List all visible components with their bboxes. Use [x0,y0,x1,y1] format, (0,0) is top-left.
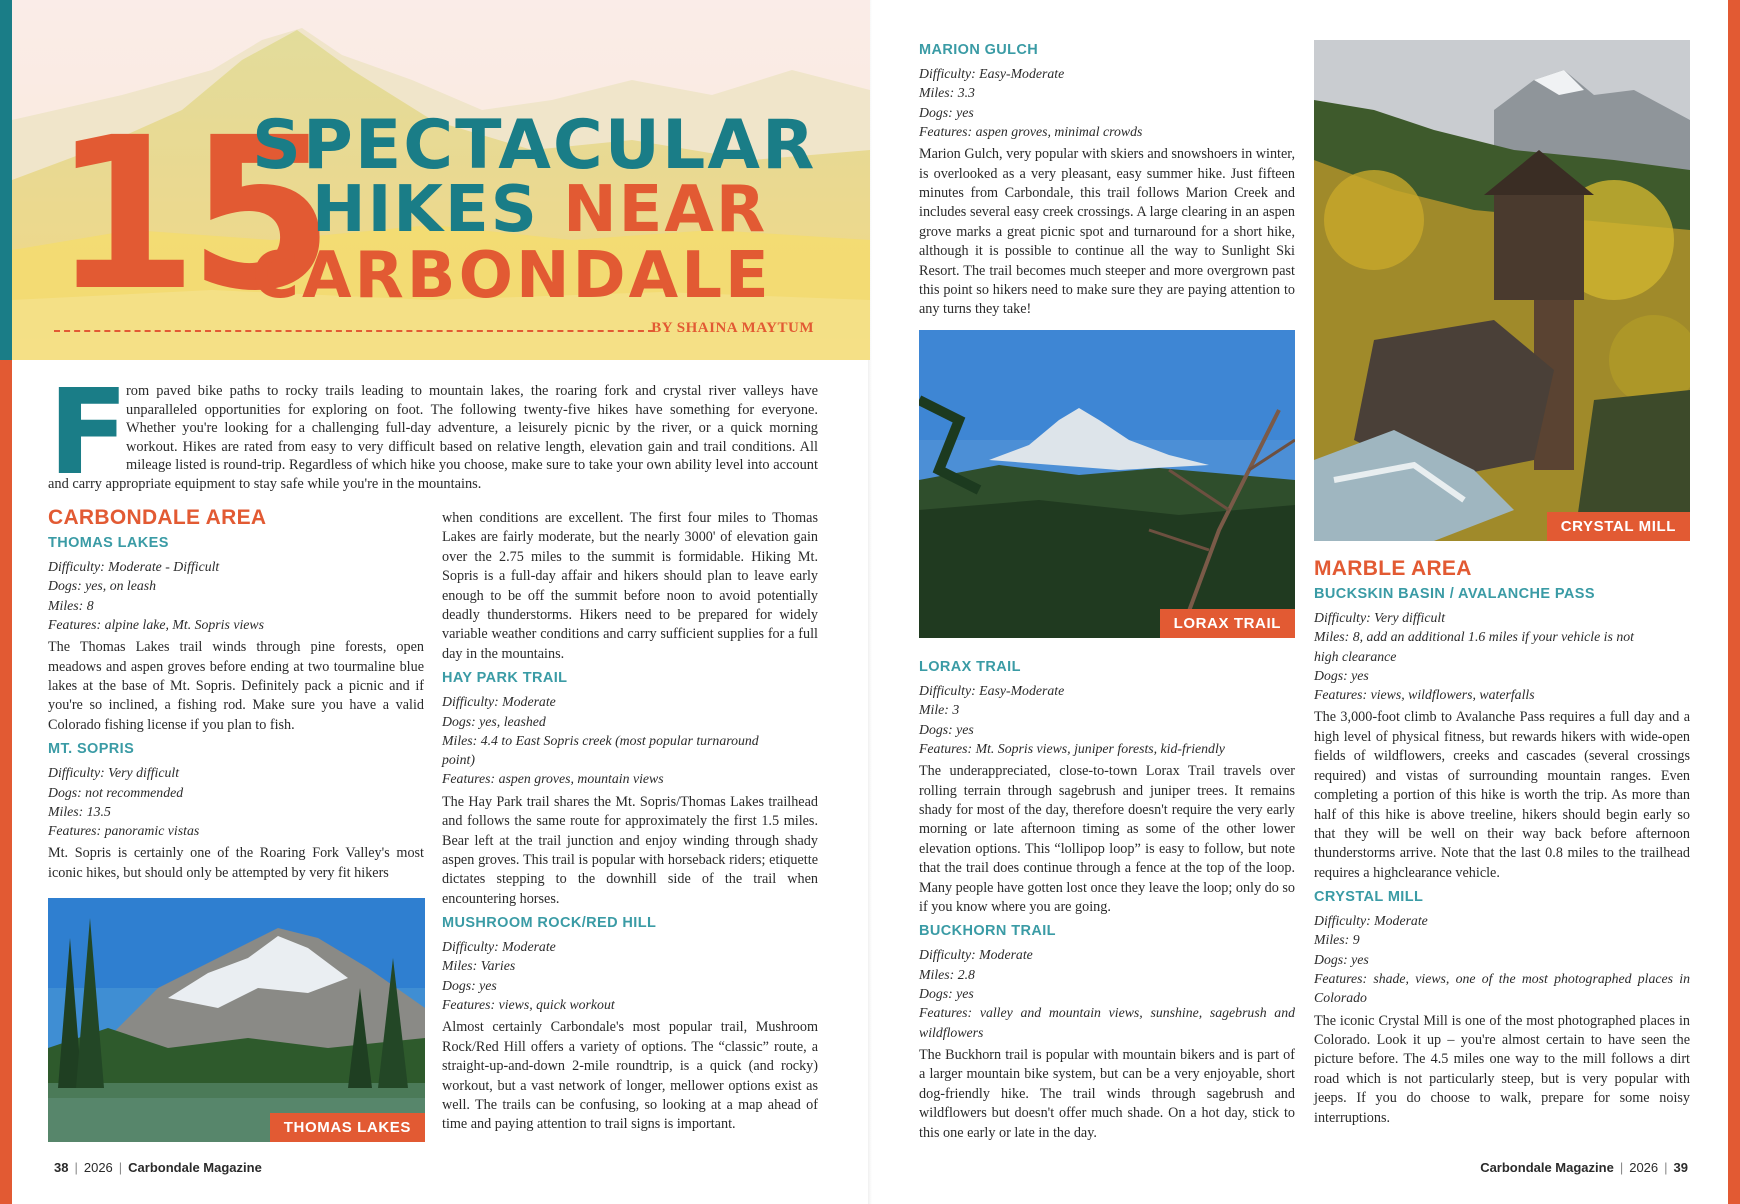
column-3 [919,38,1295,324]
lorax-trail-illustration [919,330,1295,638]
buckskin-difficulty: Difficulty: Very difficult [1314,610,1446,625]
crystal-miles: Miles: 9 [1314,932,1360,948]
hay-dogs: Dogs: yes, leashed [442,713,546,729]
column-3-lower [919,655,1295,1147]
buckhorn-heading: BUCKHORN TRAIL [919,923,1056,940]
marion-miles: Miles: 3.3 [919,85,975,101]
mushroom-features: Features: views, quick workout [442,997,615,1013]
byline-dashed-rule [54,330,654,332]
crystal-body: The iconic Crystal Mill is one of the most photographed places in Colorado. Look it up – you're almost certain to have seen the picture before. The 4.5 miles one way to the mill follows a dirt road which is not particularly steep, but is very popular with jeeps. If you do choose to walk, prepare for some noisy interruptions. [1314,1012,1690,1126]
sopris-miles: Miles: 13.5 [48,803,111,819]
lorax-dogs: Dogs: yes [919,721,974,737]
hay-body: The Hay Park trail shares the Mt. Sopris/Thomas Lakes trailhead and follows the same route for approximately the first 1.5 miles. Bear left at the trail junction and enjoy winding through shady aspen groves. This trail is popular with horseback riders; etiquette dictates stepping to the downhill side of the trail when encountering horses. [442,793,818,907]
buckskin-features: Features: views, wildflowers, waterfalls [1314,687,1535,703]
mushroom-dogs: Dogs: yes [442,977,497,993]
mt-sopris-heading: MT. SOPRIS [48,741,135,758]
intro-paragraph [48,363,818,501]
carbondale-area-heading: CARBONDALE AREA [48,506,267,529]
left-footer: 38 | 2026 | Carbondale Magazine [54,1160,262,1175]
crystal-mill-heading: CRYSTAL MILL [1314,889,1424,906]
crystal-difficulty: Difficulty: Moderate [1314,913,1428,929]
lorax-difficulty: Difficulty: Easy-Moderate [919,683,1065,698]
drop-cap: F [48,363,129,501]
thomas-dogs: Dogs: yes, on leash [48,578,157,594]
title-line-3: CARBONDALE [252,239,772,313]
crystal-mill-illustration [1314,40,1690,541]
hay-difficulty: Difficulty: Moderate [442,694,556,710]
buckhorn-miles: Miles: 2.8 [919,966,975,982]
thomas-body: The Thomas Lakes trail winds through pine forests, open meadows and aspen groves before ending at two tourmaline blue lakes at the base of Mt. Sopris. Definitely pack a picnic and if you're so inclined, a fishing rod. Make sure you have a valid Colorado fishing license if you plan to fish. [48,639,424,733]
buckhorn-dogs: Dogs: yes [919,986,974,1002]
orange-edge-bar-left [0,360,12,1204]
orange-edge-bar-right [1728,0,1740,1204]
lorax-miles: Mile: 3 [919,702,960,718]
sopris-body-continued: when conditions are excellent. The first four miles to Thomas Lakes are fairly moderate, but the nearly 3000' of elevation gain over the 2.75 miles to the summit is formidable. Hiking Mt. Sopris is a full-day affair and hikers should plan to leave early enough to be off the summit before noon to avoid potentially deadly thunderstorms. Hikers need to be prepared for widely variable weather conditions and carry sufficient supplies for a full day in the mountains. [442,510,818,662]
right-magazine-name: Carbondale Magazine [1480,1160,1614,1175]
marion-body: Marion Gulch, very popular with skiers and snowshoers in winter, is overlooked as a very pleasant, easy summer hike. Just fifteen minutes from Carbondale, this trail follows Marion Creek and includes several easy creek crossings. A large clearing in an aspen grove marks a great picnic spot and turnaround for a short hike, although it is possible to continue all the way to Sunlight Ski Resort. The trail becomes much steeper and more overgrown past this point so hikers need to make sure they are paying attention to any turns they take! [919,146,1295,318]
sopris-body: Mt. Sopris is certainly one of the Roaring Fork Valley's most iconic hikes, but should only be attempted by very fit hikers [48,845,424,881]
right-year: 2026 [1629,1160,1659,1175]
sopris-features: Features: panoramic vistas [48,823,200,839]
sopris-difficulty: Difficulty: Very difficult [48,765,180,781]
mushroom-rock-heading: MUSHROOM ROCK/RED HILL [442,915,657,932]
marble-area-heading: MARBLE AREA [1314,557,1472,580]
title-line-1: SPECTACULAR [252,106,817,185]
buckhorn-difficulty: Difficulty: Moderate [919,947,1033,963]
title-line-2 [312,173,768,247]
lorax-body: The underappreciated, close-to-town Lorax Trail travels over rolling terrain through sagebrush and juniper trees. It remains shady for most of the day, therefore doesn't require the very early morning or late afternoon timing as some of the other lower elevation options. This “lollipop loop” is easy to follow, but note that the trail does continue through a fence at the top of the loop. Many people have gotten lost once they leave the loop; only do so if you know where you are going. [919,763,1295,916]
column-1 [48,505,424,887]
column-2 [442,509,818,1139]
byline: BY SHAINA MAYTUM [651,320,814,336]
intro-text: rom paved bike paths to rocky trails leading to mountain lakes, the roaring fork and crystal river valleys have unparalleled opportunities for exploring on foot. The following twenty-five hikes have something for everyone. Whether you're looking for a challenging full-day adventure, a leisurely picnic by the river, or a quick morning workout. Hikes are rated from easy to very difficult based on relative length, elevation gain and trail conditions. All mileage listed is round-trip. Regardless of which hike you choose, make sure to take your own ability level into account and carry appropriate equipment to stay safe while you're in the mountains. [48,383,818,492]
lorax-trail-heading: LORAX TRAIL [919,659,1021,675]
teal-edge-bar [0,0,12,360]
hay-park-heading: HAY PARK TRAIL [442,670,568,687]
left-magazine-name: Carbondale Magazine [128,1160,262,1175]
left-year: 2026 [83,1160,113,1175]
crystal-features: Features: shade, views, one of the most photographed places in Colorado [1314,971,1690,1006]
marion-gulch-heading: MARION GULCH [919,42,1039,58]
dropcap-space [48,382,126,474]
thomas-lakes-label: THOMAS LAKES [270,1113,425,1142]
left-page-number: 38 [54,1160,69,1175]
buckhorn-body: The Buckhorn trail is popular with mountain bikers and is part of a larger mountain bike system, but can be a very enjoyable, short dog-friendly hike. The trail winds through sagebrush and wildflowers but doesn't offer much shade. On a hot day, stick to this one early or late in the day. [919,1046,1295,1141]
title-word-hikes: HIKES [312,173,539,247]
buckskin-miles: Miles: 8, add an additional 1.6 miles if your vehicle is not high clearance [1314,629,1634,664]
column-4 [1314,556,1690,1132]
mushroom-difficulty: Difficulty: Moderate [442,939,556,955]
crystal-dogs: Dogs: yes [1314,951,1369,967]
marion-features: Features: aspen groves, minimal crowds [919,123,1143,139]
marion-dogs: Dogs: yes [919,104,974,120]
thomas-lakes-photo [48,898,425,1142]
title-word-near: NEAR [563,173,768,247]
right-footer: Carbondale Magazine | 2026 | 39 [1480,1160,1688,1175]
thomas-difficulty: Difficulty: Moderate - Difficult [48,559,220,574]
title-number: 15 [52,92,325,337]
thomas-lakes-illustration [48,898,425,1142]
header-banner [12,0,870,360]
thomas-miles: Miles: 8 [48,597,94,613]
buckskin-body: The 3,000-foot climb to Avalanche Pass requires a full day and a high level of physical fitness, but rewards hikers with wide-open fields of wildflowers, creeks and cascades (several crossings required) and vistas of surrounding mountain ranges. Even completing a portion of this hike is worth the trip. As more than half of this hike is above treeline, hikers should begin early so that they will be well on their way back before afternoon thunderstorms arrive. Note that the last 0.8 miles to the trailhead requires a highclearance vehicle. [1314,709,1690,881]
lorax-trail-label: LORAX TRAIL [1160,609,1295,638]
buckhorn-features: Features: valley and mountain views, sunshine, sagebrush and wildflowers [919,1005,1295,1040]
crystal-mill-photo [1314,40,1690,541]
crystal-mill-label: CRYSTAL MILL [1547,512,1690,541]
lorax-trail-photo [919,330,1295,638]
hay-miles: Miles: 4.4 to East Sopris creek (most popular turnaround point) [442,732,759,768]
mushroom-body: Almost certainly Carbondale's most popular trail, Mushroom Rock/Red Hill offers a variety of options. The “classic” route, a straight-up-and-down 2-mile roundtrip, is a quick (and rocky) workout, but a vast network of longer, mellower options exist as well. The trails can be confusing, so looking at a map ahead of time and paying attention to trail signs is important. [442,1019,818,1133]
sopris-dogs: Dogs: not recommended [48,784,184,800]
thomas-features: Features: alpine lake, Mt. Sopris views [48,616,264,632]
thomas-lakes-heading: THOMAS LAKES [48,535,169,551]
hay-features: Features: aspen groves, mountain views [442,771,664,787]
lorax-features: Features: Mt. Sopris views, juniper forests, kid-friendly [919,740,1225,756]
mushroom-miles: Miles: Varies [442,958,516,974]
marion-difficulty: Difficulty: Easy-Moderate [919,66,1065,81]
buckskin-dogs: Dogs: yes [1314,667,1369,683]
buckskin-basin-heading: BUCKSKIN BASIN / AVALANCHE PASS [1314,586,1595,602]
right-page-number: 39 [1673,1160,1688,1175]
